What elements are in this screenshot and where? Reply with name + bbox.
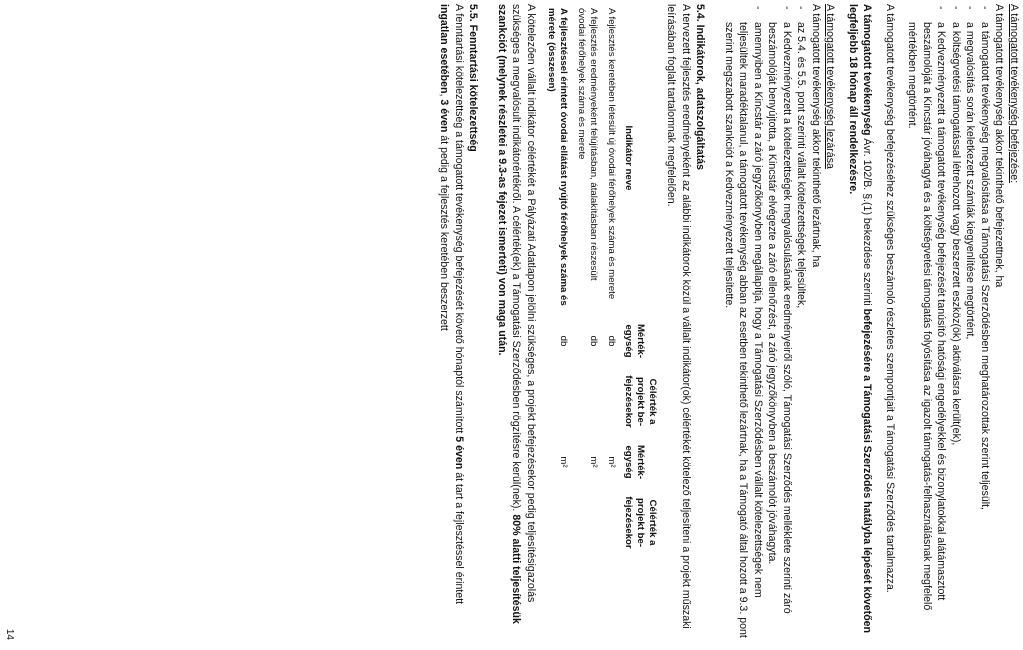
table-cell: m² (588, 456, 599, 468)
page-number: 14 (4, 628, 16, 640)
paragraph-completion-intro: A támogatott tevékenység akkor tekinthető befejezettnek, ha (993, 4, 1006, 288)
table-cell (572, 370, 602, 433)
table-cell: A fejlesztés keretében létesült új óvodai férőhelyek száma és merete (606, 8, 617, 300)
paragraph-maintenance: A fenntartási kötelezettség a támogatott tevékenység befejezését követő hónaptól számított 5 éven át tart a fejlesztéssel érintett ingatlan esetében, 3 éven át pedig a fejlesztés keretében beszerzett (438, 4, 465, 605)
table-cell: A fejlesztés eredményeként felújításban, átalakításban részesült óvodai férőhelyek száma és merete (576, 8, 599, 281)
completion-conditions-list (905, 4, 992, 644)
table-cell: m² (558, 456, 569, 468)
paragraph-closure-intro: A támogatott tevékenység akkor tekinthető lezártnak, ha (810, 4, 822, 268)
table-row (602, 4, 620, 554)
list-item: - a támogatott tevékenység megvalósítása a Támogatási Szerződésben meghatározottak szerint teljesült, (979, 6, 991, 510)
section-heading-closure: A támogatott tevékenység lezárása (824, 4, 837, 169)
list-item: - az 5.4. és 5.5. pont szerinti vállalt kötelezettségek teljesültek, (795, 6, 808, 309)
table-cell (542, 491, 572, 554)
list-item: - a Kedvezményezett a kötelezettségek megvalósulásának eredményeiről szóló, Támogatási Szerződés melléklete szerinti záró beszámolóját benyújtotta, a Kincstár elvégezte a záró ellenőrzést, a záró jegyzőkönyvben a beszámolót jóváhagyta. (766, 6, 793, 614)
paragraph-report-criteria: A támogatott tevékenység befejezéséhez szükséges beszámoló részletes szempontjait a Támogatási Szerződés tartalmazza. (884, 4, 896, 593)
list-item: - amennyiben a Kincstár a záró jegyzőkönyvben megállapítja, hogy a Támogatási Szerződésben vállalt kötelezettségek nem teljesültek maradéktalanul, a támogatott tevékenység abban az esetben tekinthető lezártnak, ha a Támogató által hozott a 9.3. pont szerint megszabott szankciót a Kedvezményezett teljesítette. (723, 6, 764, 638)
table-cell (602, 370, 620, 433)
text-column (437, 4, 1021, 644)
table-cell: m² (606, 456, 617, 468)
heading-indicators: 5.4. Indikátorok, adatszolgáltatás (694, 4, 707, 171)
table-cell: A fejlesztéssel érintett óvodai ellátást nyújtó férőhelyek száma és mérete (összesen) (546, 8, 569, 306)
indicator-table (542, 4, 660, 554)
paragraph-indicator-obligation: A kötelezően vállalt indikátor célértékét a Pályázati Adatlapon jelölni szükséges, a projekt befejezésekor pedig teljesítésigazolás szükséges a megvalósult indikátorértékről. A célérték(ek) a Támogatási Szerződésben rögzítésre kerül(nek). 80% alatti teljesítésük szankciót (melynek részletei a 9.3-as fejezet ismerteti) von maga után. (496, 4, 537, 624)
paragraph-deadline: A támogatott tevékenység Ávr. 102/B. §.(1) bekezdése szerinti befejezésére a Támogatási Szerződés hatályba lépését követően legfeljebb 18 hónap áll rendelkezésre. (847, 4, 874, 634)
heading-maintenance: 5.5. Fenntartási kötelezettség (467, 4, 480, 152)
list-item: - a Kedvezményezett a támogatott tevékenység befejezését tanúsító hatósági engedélyekkel és bizonylatokkal alátámasztott beszámolóját a Kincstár jóváhagyta és a költségvetési támogatás folyósítása az igazolt támogatás-felhasználásnak megfelelő mértékben megtörtént. (906, 6, 948, 611)
column-header: Mérték-egység (623, 323, 646, 359)
table-header-row (620, 4, 660, 554)
table-cell: db (558, 335, 569, 347)
table-row (572, 4, 602, 554)
table-cell: db (606, 335, 617, 347)
table-row (542, 4, 572, 554)
column-header: Indikátor neve (623, 125, 634, 191)
section-heading-completion: A támogatott tevékenység befejezése: (1008, 4, 1020, 184)
table-cell: db (588, 335, 599, 347)
table-cell (602, 491, 620, 554)
paragraph-indicators: A tervezett fejlesztés eredményeként az alábbi indikátorok közül a vállalt indikátor(ok) célértékét kötelező teljesíteni a projekt műszaki leírásában foglalt tartalomnak megfelelően. (665, 4, 692, 629)
list-item: - a költségvetési támogatással létrehozott vagy beszerzett eszköz(ök) aktiválásra került(ek), (950, 6, 962, 446)
closure-conditions-list (722, 4, 809, 644)
column-header: Célérték a projekt be-fejezésekor (623, 375, 658, 428)
table-cell (572, 491, 602, 554)
column-header: Célérték a projekt be-fejezésekor (623, 496, 658, 549)
column-header: Mérték-egység (623, 444, 646, 480)
list-item: - a megvalósítás során keletkezett számlák kiegyenlítése megtörtént, (964, 6, 977, 340)
table-cell (542, 370, 572, 433)
